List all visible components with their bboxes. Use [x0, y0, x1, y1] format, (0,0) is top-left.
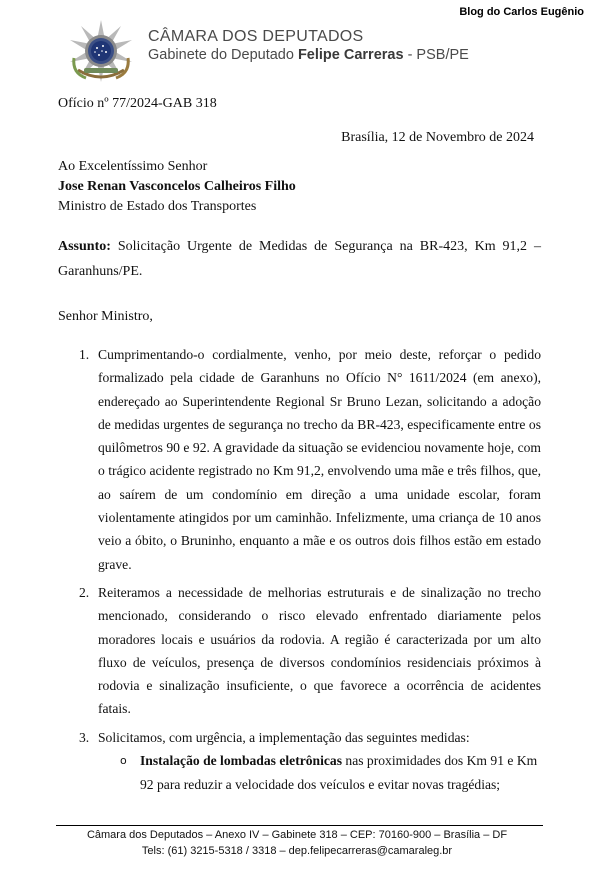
request-list — [58, 343, 541, 797]
list-item — [58, 726, 541, 749]
recipient-name: Jose Renan Vasconcelos Calheiros Filho — [58, 179, 296, 194]
greeting: Senhor Ministro, — [58, 309, 153, 324]
list-item-text: Reiteramos a necessidade de melhorias estruturais e de sinalização no trecho mencionado, considerando o risco elevado enfrentado diariamente pelos moradores locais e usuários da rodovia. A região é caracterizada por um alto fluxo de veículos, presença de diversos condomínios residenciais próximos à rodovia e sinalização insuficiente, o que favorece a ocorrência de acidentes fatais. — [98, 584, 541, 717]
brazil-coat-of-arms-icon — [66, 18, 136, 88]
institution-block — [148, 28, 469, 64]
subject-text: Solicitação Urgente de Medidas de Segurança na BR-423, Km 91,2 – Garanhuns/PE. — [58, 239, 541, 279]
deputy-name: Felipe Carreras — [297, 47, 404, 63]
party-label: - PSB/PE — [407, 47, 469, 63]
office-prefix: Gabinete do Deputado — [148, 47, 294, 63]
list-item-number: 1. — [79, 347, 90, 362]
sub-item-text: nas proximidades dos Km 91 e Km 92 para reduzir a velocidade dos veículos e evitar novas tragédias; — [140, 753, 538, 793]
letter-date: Brasília, 12 de Novembro de 2024 — [341, 130, 534, 145]
footer-address: Câmara dos Deputados – Anexo IV – Gabinete 318 – CEP: 70160-900 – Brasília – DF — [86, 829, 508, 841]
sub-item-bold-text: Instalação de lombadas eletrônicas — [140, 753, 343, 769]
letterhead — [66, 18, 536, 90]
blog-watermark: Blog do Carlos Eugênio — [459, 6, 584, 18]
recipient-title: Ministro de Estado dos Transportes — [58, 199, 257, 214]
footer-divider — [56, 825, 543, 826]
recipient-block — [58, 157, 296, 217]
salutation-line: Ao Excelentíssimo Senhor — [58, 159, 208, 174]
list-item-text: Cumprimentando-o cordialmente, venho, por meio deste, reforçar o pedido formalizado pela cidade de Garanhuns no Ofício N° 1611/2024 (em anexo), endereçado ao Superintendente Regional Sr Bruno Lezan, solicitando a adoção de medidas urgentes de segurança no trecho da BR-423, especificamente entre os quilômetros 90 e 92. A gravidade da situação se evidenciou novamente hoje, com o trágico acidente registrado no Km 91,2, envolvendo uma mãe e três filhos, que, ao saírem de um condomínio em direção a uma unidade escolar, foram violentamente atingidos por um caminhão. Infelizmente, uma criança de 10 anos veio a óbito, o Bruninho, enquanto a mãe e os outros dois filhos estão em estado grave. — [98, 347, 541, 572]
subject-paragraph — [58, 234, 541, 284]
letter-reference: Ofício nº 77/2024-GAB 318 — [58, 96, 217, 111]
footer-contact: Tels: (61) 3215-5318 / 3318 – dep.felipecarreras@camaraleg.br — [141, 845, 453, 857]
list-item-number: 2. — [79, 584, 90, 600]
list-item — [58, 581, 541, 721]
sub-list-item — [58, 749, 541, 797]
office-line — [148, 46, 469, 64]
list-item-text: Solicitamos, com urgência, a implementação das seguintes medidas: — [98, 729, 470, 745]
list-item-number: 3. — [79, 729, 90, 745]
list-item — [58, 343, 541, 576]
subject-label: Assunto: — [58, 239, 111, 254]
institution-name: CÂMARA DOS DEPUTADOS — [148, 28, 364, 45]
sub-item-bullet: o — [120, 754, 127, 768]
